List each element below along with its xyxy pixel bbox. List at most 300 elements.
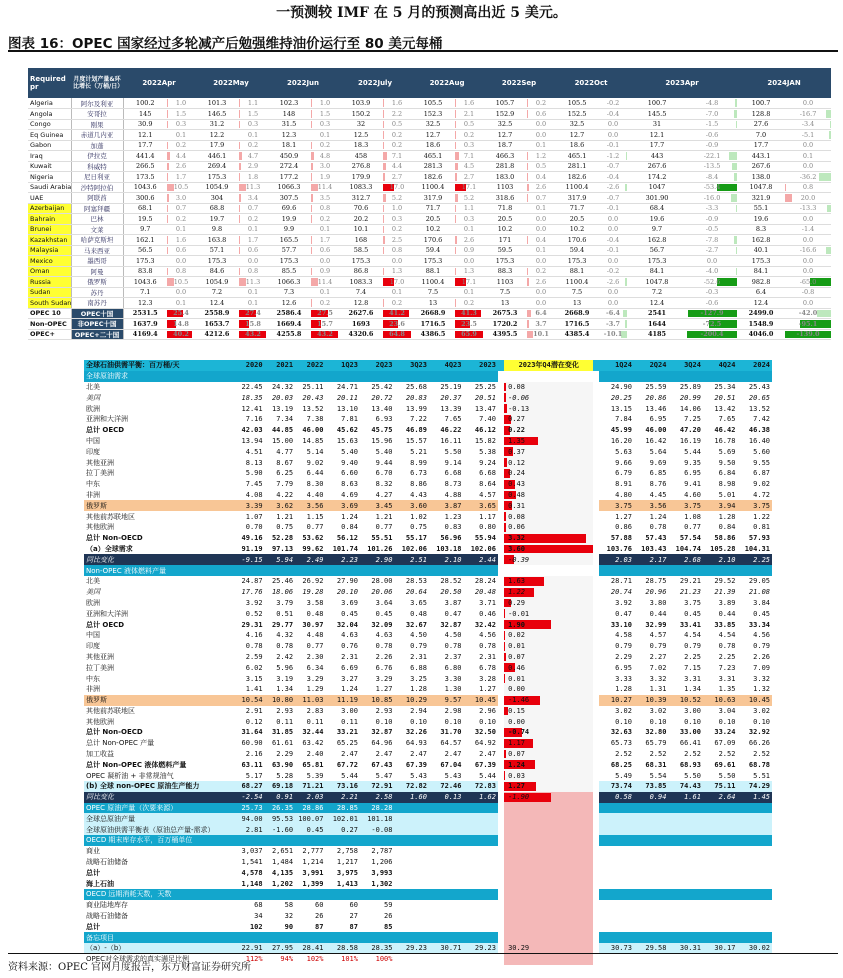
change-label: 0.1 — [247, 298, 259, 307]
value-cell: 2.23 — [325, 554, 360, 565]
value-cell: 3.87 — [429, 500, 464, 511]
value-cell — [394, 803, 429, 814]
row-label: 北美 — [86, 577, 100, 586]
value-cell: 2.52 — [649, 750, 667, 759]
plan-value: 281.3 — [411, 161, 455, 172]
value-cell — [668, 835, 703, 846]
value-cell: 5.51 — [753, 771, 770, 780]
plan-value: 168 — [339, 235, 383, 246]
plan-value: 443 — [627, 151, 687, 162]
value-cell: 8.64 — [479, 480, 496, 489]
value-cell: 1.35 — [718, 685, 736, 694]
value-cell: 57.93 — [748, 534, 770, 543]
value-cell: 3,991 — [302, 868, 324, 877]
country-cn: 伊拉克 — [71, 151, 123, 162]
change-label: 0.0 — [247, 256, 259, 265]
delta-bar — [504, 458, 507, 467]
change-label: 0.0 — [802, 214, 814, 223]
balance-row — [84, 695, 772, 706]
country-cn: 加蓬 — [71, 140, 123, 151]
value-cell — [599, 835, 634, 846]
value-cell: 3.28 — [479, 674, 496, 683]
delta-cell — [504, 511, 593, 522]
delta-cell — [504, 738, 593, 749]
mom-change — [599, 266, 627, 277]
mom-change — [383, 266, 411, 277]
plan-value: 148 — [267, 109, 311, 120]
plan-value: 12.3 — [267, 130, 311, 141]
value-cell: 10.52 — [668, 695, 703, 706]
plan-value: 88.1 — [411, 266, 455, 277]
value-cell: 0.77 — [684, 523, 701, 532]
balance-row — [84, 684, 772, 695]
change-label: 0.3 — [391, 214, 403, 223]
plan-value: 175.3 — [195, 256, 239, 267]
mom-change — [785, 98, 831, 109]
mom-change — [311, 109, 339, 120]
value-cell — [599, 803, 634, 814]
row-label: 其他前苏联地区 — [86, 512, 135, 521]
value-cell — [737, 900, 772, 911]
quarter-col: 2Q24 — [634, 360, 669, 371]
col-month: 2022Jun — [267, 68, 339, 98]
value-cell — [737, 813, 772, 824]
change-label: 0.2 — [319, 214, 331, 223]
value-cell: 25.19 — [440, 382, 462, 391]
delta-value: 1.24 — [508, 760, 525, 769]
change-label: -1.5 — [705, 120, 719, 129]
value-cell: 3.75 — [599, 500, 634, 511]
plan-value: 68.8 — [195, 203, 239, 214]
plan-value: 175.3 — [123, 256, 167, 267]
value-cell: 0.78 — [245, 642, 263, 651]
mom-change — [383, 140, 411, 151]
quarter-col: 1Q24 — [599, 360, 634, 371]
value-cell: 3.89 — [718, 598, 736, 607]
value-cell: 85 — [384, 922, 393, 931]
balance-row — [84, 738, 772, 749]
value-cell: 104.31 — [744, 544, 770, 553]
balance-row — [84, 878, 772, 889]
value-cell: 20.37 — [440, 393, 462, 402]
mom-change — [311, 161, 339, 172]
value-cell: 0.13 — [429, 792, 464, 803]
value-cell: 68.31 — [645, 760, 667, 769]
country-name: Mexico — [28, 256, 71, 267]
plan-value: 1637.9 — [123, 319, 167, 330]
mom-change — [687, 109, 737, 120]
value-cell — [295, 889, 325, 900]
value-cell: 68 — [254, 901, 263, 910]
value-cell: 63.11 — [241, 760, 263, 769]
value-cell — [668, 867, 703, 878]
mom-change — [167, 235, 195, 246]
value-cell: 28.86 — [295, 803, 325, 814]
value-cell: -9.15 — [234, 554, 264, 565]
value-cell: 0.51 — [276, 609, 294, 618]
value-cell: 1.28 — [615, 685, 632, 694]
value-cell: 2,651 — [271, 847, 294, 856]
country-name: Bahrain — [28, 214, 71, 225]
mom-change — [383, 277, 411, 288]
value-cell: -1.60 — [265, 824, 295, 835]
quota-row — [28, 308, 831, 319]
plan-value: 18.6 — [411, 140, 455, 151]
value-cell: 3.79 — [276, 598, 294, 607]
change-label: 0.3 — [175, 120, 187, 129]
country-name: Russia — [28, 277, 71, 288]
value-cell: 2.83 — [306, 706, 324, 715]
change-label: -0.4 — [606, 109, 620, 118]
mom-change — [239, 119, 267, 130]
country-cn: 墨西哥 — [71, 256, 123, 267]
value-cell: 3.92 — [245, 598, 263, 607]
change-bar — [167, 184, 174, 192]
delta-value: 0.22 — [508, 426, 525, 435]
plan-value: 267.6 — [737, 161, 785, 172]
value-cell — [429, 813, 464, 824]
plan-value: 1103 — [483, 182, 527, 193]
plan-value: 13 — [555, 298, 599, 309]
value-cell: 32.26 — [405, 728, 427, 737]
plan-value: 71.7 — [555, 203, 599, 214]
plan-value: 276.8 — [339, 161, 383, 172]
row-label: 俄罗斯 — [84, 695, 234, 706]
change-bar — [239, 152, 242, 160]
quota-row — [28, 256, 831, 267]
plan-value: 1103 — [483, 277, 527, 288]
mom-change — [785, 235, 831, 246]
delta-cell — [504, 490, 593, 501]
delta-value: 30.29 — [508, 944, 530, 953]
country-cn: 沙特阿拉伯 — [71, 182, 123, 193]
value-cell: 20.11 — [336, 393, 358, 402]
mom-change — [785, 298, 831, 309]
value-cell: 13.52 — [302, 404, 324, 413]
value-cell: 6.95 — [615, 663, 632, 672]
plan-value: 69.6 — [267, 203, 311, 214]
change-bar — [455, 173, 457, 181]
change-label: -0.5 — [705, 225, 719, 234]
value-cell: 28.52 — [440, 577, 462, 586]
plan-value: 4212.6 — [195, 329, 239, 340]
value-cell: 112% — [245, 955, 263, 964]
value-cell: 46.22 — [440, 426, 462, 435]
value-cell — [634, 900, 669, 911]
value-cell — [463, 813, 498, 824]
plan-value: 300.6 — [123, 193, 167, 204]
mom-change — [455, 161, 483, 172]
value-cell: 9.14 — [444, 458, 462, 467]
value-cell: 25.42 — [371, 382, 393, 391]
change-label: 0.1 — [802, 151, 814, 160]
plan-value: 9.9 — [267, 224, 311, 235]
value-cell: 12.41 — [241, 404, 263, 413]
country-cn: 巴林 — [71, 214, 123, 225]
change-label: 0.0 — [607, 298, 619, 307]
plan-value: 163.8 — [195, 235, 239, 246]
change-label: 20.0 — [800, 193, 816, 202]
plan-value: 446.1 — [195, 151, 239, 162]
value-cell: 68.78 — [748, 760, 770, 769]
value-cell: 49.16 — [241, 534, 263, 543]
value-cell: 8.30 — [306, 480, 324, 489]
value-cell — [634, 889, 669, 900]
mom-change — [527, 98, 555, 109]
plan-value: 57.1 — [195, 245, 239, 256]
mom-change — [687, 161, 737, 172]
row-label: （a）全球需求 — [86, 544, 133, 553]
mom-change — [167, 277, 195, 288]
mom-change — [167, 140, 195, 151]
value-cell: 28.28 — [360, 803, 395, 814]
value-cell — [463, 835, 498, 846]
mom-change — [785, 266, 831, 277]
value-cell: 5.44 — [479, 771, 496, 780]
change-label: 2.1 — [463, 109, 475, 118]
value-cell: 20.10 — [336, 588, 358, 597]
plan-value: 18.1 — [267, 140, 311, 151]
plan-value: 4395.5 — [483, 329, 527, 340]
plan-value: 20.2 — [339, 214, 383, 225]
delta-value: 0.06 — [508, 523, 525, 532]
value-cell: 5.40 — [375, 447, 393, 456]
value-cell — [599, 932, 634, 943]
value-cell: 103.18 — [436, 544, 462, 553]
value-cell — [429, 932, 464, 943]
plan-value: 32.5 — [483, 119, 527, 130]
change-label: 0.0 — [802, 235, 814, 244]
value-cell: 65.73 — [610, 739, 632, 748]
delta-cell — [504, 878, 593, 889]
value-cell: 1.61 — [668, 792, 703, 803]
mom-change — [167, 308, 195, 319]
plan-value: 103.9 — [339, 98, 383, 109]
mom-change — [785, 119, 831, 130]
mom-change — [239, 256, 267, 267]
oil-balance-table — [84, 360, 772, 965]
mom-change — [527, 224, 555, 235]
value-cell: 6.68 — [479, 469, 496, 478]
mom-change — [311, 203, 339, 214]
change-label: 2.6 — [175, 162, 187, 171]
change-label: -7.8 — [705, 235, 719, 244]
value-cell: 1.62 — [463, 792, 498, 803]
value-cell: 32.87 — [440, 620, 462, 629]
change-label: 3.0 — [175, 193, 187, 202]
plan-value: 2531.5 — [123, 308, 167, 319]
delta-value: 0.24 — [508, 469, 525, 478]
mom-change — [785, 287, 831, 298]
value-cell: 2.93 — [276, 706, 294, 715]
mom-change — [167, 161, 195, 172]
value-cell: 1,217 — [336, 858, 358, 867]
change-bar — [826, 110, 831, 118]
change-bar — [239, 184, 246, 192]
value-cell: 8.91 — [615, 480, 632, 489]
mom-change — [167, 98, 195, 109]
row-label: Non-OPEC 液体燃料产量 — [84, 565, 234, 576]
value-cell: 4.54 — [684, 631, 701, 640]
plan-value: 13 — [411, 298, 455, 309]
value-cell: 7.38 — [306, 415, 324, 424]
row-label: 备忘项目 — [84, 932, 234, 943]
delta-cell — [504, 813, 593, 824]
mom-change — [527, 329, 555, 340]
plan-value: 7.0 — [737, 130, 785, 141]
quota-row — [28, 235, 831, 246]
value-cell: 1.08 — [684, 512, 701, 521]
value-cell: 105.28 — [710, 544, 736, 553]
change-bar — [625, 184, 627, 192]
value-cell: 31.70 — [440, 728, 462, 737]
value-cell: 32.87 — [371, 728, 393, 737]
mom-change — [785, 172, 831, 183]
plan-value: 100.7 — [627, 98, 687, 109]
value-cell: 3.75 — [737, 500, 772, 511]
delta-cell — [504, 554, 593, 565]
value-cell — [634, 846, 669, 857]
delta-value: 1.35 — [508, 436, 525, 445]
value-cell: 3.62 — [265, 500, 295, 511]
delta-cell — [504, 684, 593, 695]
change-bar — [383, 152, 387, 160]
change-bar — [239, 163, 241, 171]
plan-value: 6.4 — [737, 287, 785, 298]
value-cell: 60 — [315, 901, 324, 910]
change-label: 0.2 — [391, 130, 403, 139]
change-label: 0.2 — [391, 298, 403, 307]
mom-change — [383, 119, 411, 130]
value-cell — [703, 900, 738, 911]
row-label: (b) 全球 non-OPEC 原油生产能力 — [84, 781, 234, 792]
mom-change — [167, 151, 195, 162]
delta-value: 1.22 — [508, 588, 525, 597]
value-cell: 28.00 — [371, 577, 393, 586]
plan-value: 312.7 — [339, 193, 383, 204]
mom-change — [527, 119, 555, 130]
value-cell — [737, 565, 772, 576]
value-cell: 4,578 — [241, 868, 263, 877]
value-cell: 0.78 — [649, 523, 667, 532]
value-cell: 0.45 — [753, 609, 770, 618]
value-cell: 13.94 — [241, 436, 263, 445]
value-cell: 26 — [315, 912, 324, 921]
year-col: 2021 — [265, 360, 295, 371]
row-label: 加工收益 — [86, 750, 114, 759]
value-cell: 10.63 — [703, 695, 738, 706]
plan-value: 19.6 — [627, 214, 687, 225]
delta-cell — [504, 911, 593, 922]
mom-change — [527, 298, 555, 309]
change-label: 0.2 — [247, 214, 259, 223]
delta-value: 0.00 — [508, 717, 525, 726]
mom-change — [455, 287, 483, 298]
balance-row — [84, 630, 772, 641]
plan-value: 2627.6 — [339, 308, 383, 319]
change-label: 0.2 — [391, 141, 403, 150]
value-cell: 20.86 — [645, 393, 667, 402]
change-label: 43.2 — [317, 330, 333, 339]
value-cell: 45.99 — [610, 426, 632, 435]
value-cell: 1.30 — [444, 685, 462, 694]
change-label: 7.1 — [463, 151, 475, 160]
mom-change — [455, 319, 483, 330]
value-cell: 29.05 — [748, 577, 770, 586]
change-label: -16.0 — [703, 193, 721, 202]
value-cell: 67.04 — [440, 760, 462, 769]
value-cell: 0.81 — [753, 523, 770, 532]
mom-change — [455, 172, 483, 183]
change-label: 1.5 — [175, 109, 187, 118]
delta-cell — [504, 382, 593, 393]
value-cell: 20.43 — [302, 393, 324, 402]
mom-change — [311, 277, 339, 288]
value-cell — [394, 846, 429, 857]
change-label: 5.2 — [463, 193, 475, 202]
value-cell — [599, 824, 634, 835]
mom-change — [383, 235, 411, 246]
change-bar — [167, 110, 168, 118]
delta-cell — [504, 857, 593, 868]
change-label: 0.9 — [319, 267, 331, 276]
value-cell: 7.23 — [718, 663, 736, 672]
mom-change — [455, 277, 483, 288]
value-cell: 4.32 — [276, 631, 294, 640]
balance-row — [84, 792, 772, 803]
value-cell: 20.48 — [474, 588, 496, 597]
value-cell — [463, 803, 498, 814]
balance-title: 全球石油供需平衡：百万桶/天 — [84, 360, 234, 371]
quota-row — [28, 109, 831, 120]
value-cell — [463, 846, 498, 857]
value-cell: 72.83 — [463, 781, 498, 792]
plan-value: 59.4 — [411, 245, 455, 256]
value-cell: 57.43 — [645, 534, 667, 543]
delta-value: -1.46 — [508, 696, 530, 705]
change-label: 1.5 — [247, 109, 259, 118]
value-cell: 0.79 — [684, 642, 701, 651]
value-cell — [737, 803, 772, 814]
value-cell: 7.02 — [649, 663, 667, 672]
value-cell: 0.45 — [684, 609, 701, 618]
country-cn: OPEC+二十国 — [71, 329, 123, 340]
value-cell: 9.35 — [684, 458, 701, 467]
plan-value: 32.5 — [411, 119, 455, 130]
change-label: 0.0 — [319, 256, 331, 265]
value-cell: 1.27 — [375, 685, 393, 694]
mom-change — [167, 182, 195, 193]
value-cell: 13.39 — [440, 404, 462, 413]
balance-row — [84, 392, 772, 403]
delta-cell — [504, 425, 593, 436]
balance-row — [84, 932, 772, 943]
mom-change — [455, 193, 483, 204]
value-cell: 9.44 — [375, 458, 393, 467]
change-label: -16.7 — [799, 109, 817, 118]
mom-change — [687, 266, 737, 277]
mom-change — [239, 172, 267, 183]
value-cell: 33.41 — [679, 620, 701, 629]
value-cell: 3.80 — [649, 598, 667, 607]
value-cell — [463, 889, 498, 900]
plan-value: 1716.5 — [411, 319, 455, 330]
value-cell: 2.26 — [375, 652, 393, 661]
plan-value: 128.8 — [737, 109, 785, 120]
value-cell: 0.46 — [479, 609, 496, 618]
value-cell: 52.28 — [271, 534, 294, 543]
delta-cell — [504, 598, 593, 609]
